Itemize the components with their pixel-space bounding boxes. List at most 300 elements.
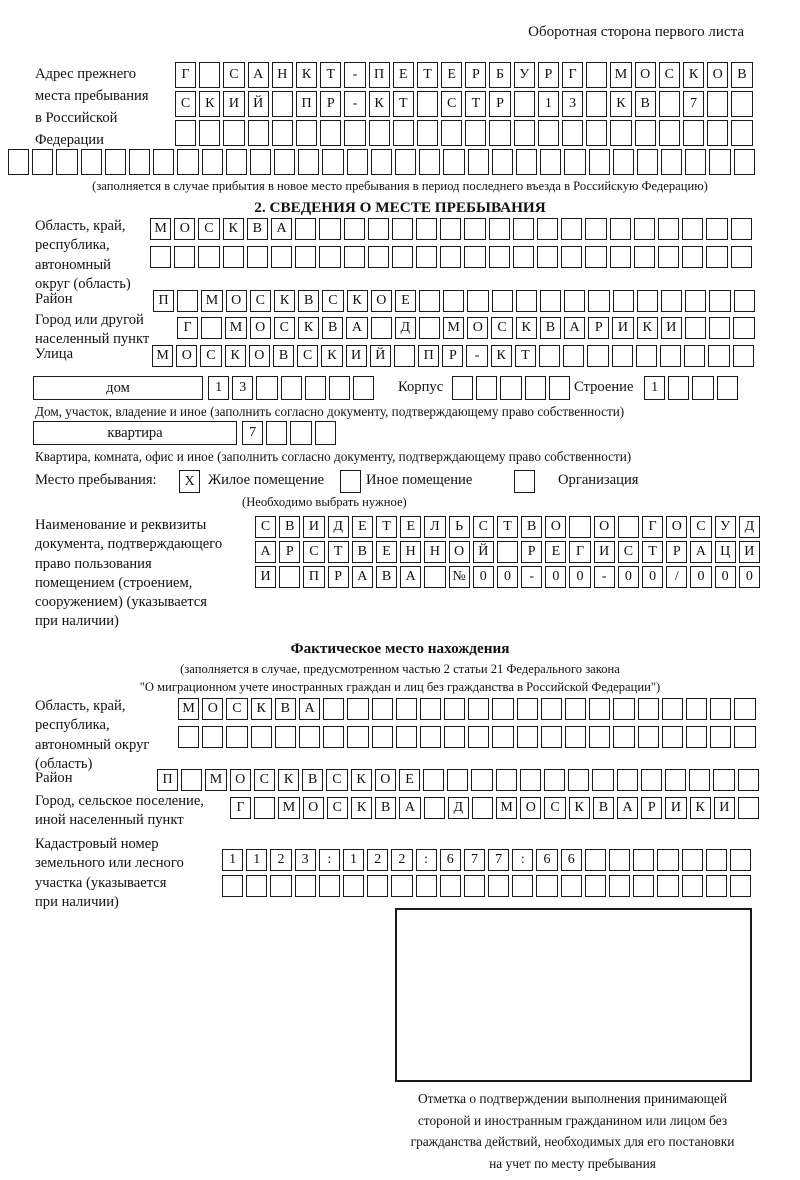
char-cell: К: [351, 797, 372, 819]
char-cell: [561, 246, 582, 268]
char-cell: М: [443, 317, 464, 339]
char-cell: [541, 726, 562, 748]
char-cell: [492, 290, 513, 312]
fact-oblast-label: Область, край, республика, автономный округ (область): [35, 698, 150, 772]
char-cell: В: [279, 516, 300, 538]
char-cell: [549, 376, 570, 400]
char-cell: [569, 516, 590, 538]
char-cell: [516, 149, 537, 175]
char-cell: О: [303, 797, 324, 819]
char-cell: 1: [208, 376, 229, 400]
char-cell: [368, 246, 389, 268]
char-cell: [222, 875, 243, 897]
char-cell: [464, 875, 485, 897]
char-cell: [256, 376, 277, 400]
char-cell: [734, 698, 755, 720]
char-cell: [153, 149, 174, 175]
char-cell: 1: [644, 376, 665, 400]
char-cell: [181, 769, 202, 791]
char-cell: [517, 726, 538, 748]
char-cell: А: [352, 566, 373, 588]
char-cell: [586, 62, 607, 88]
char-cell: [706, 849, 727, 871]
char-cell: [686, 726, 707, 748]
fact-oblast-row-1: [178, 698, 756, 720]
char-cell: [272, 120, 293, 146]
char-cell: С: [255, 516, 276, 538]
char-cell: О: [449, 541, 470, 563]
char-cell: [464, 246, 485, 268]
char-cell: В: [375, 797, 396, 819]
char-cell: [568, 769, 589, 791]
char-cell: [424, 797, 445, 819]
korpus-label: Корпус: [398, 379, 444, 395]
char-cell: Т: [497, 516, 518, 538]
char-cell: [492, 698, 513, 720]
char-cell: [272, 91, 293, 117]
char-cell: К: [251, 698, 272, 720]
char-cell: [443, 290, 464, 312]
char-cell: [343, 875, 364, 897]
char-cell: О: [594, 516, 615, 538]
char-cell: И: [612, 317, 633, 339]
char-cell: [592, 769, 613, 791]
char-cell: С: [297, 345, 318, 367]
char-cell: [514, 120, 535, 146]
char-cell: 3: [295, 849, 316, 871]
char-cell: [369, 120, 390, 146]
char-cell: 6: [440, 849, 461, 871]
char-cell: [514, 91, 535, 117]
char-cell: Р: [279, 541, 300, 563]
char-cell: А: [271, 218, 292, 240]
fact-note-2: "О миграционном учете иностранных граждан и лиц без гражданства в Российской Федерации"): [139, 680, 661, 694]
char-cell: М: [201, 290, 222, 312]
char-cell: [633, 849, 654, 871]
oblast-row-1: [150, 218, 752, 240]
char-cell: Р: [320, 91, 341, 117]
char-cell: [223, 120, 244, 146]
char-cell: С: [473, 516, 494, 538]
char-cell: [394, 345, 415, 367]
char-cell: [613, 149, 634, 175]
char-cell: А: [399, 797, 420, 819]
char-cell: [692, 376, 713, 400]
char-cell: [731, 246, 752, 268]
char-cell: [344, 120, 365, 146]
char-cell: [689, 769, 710, 791]
char-cell: [8, 149, 29, 175]
fact-gorod-row: [230, 797, 759, 819]
char-cell: [710, 698, 731, 720]
char-cell: [738, 769, 759, 791]
char-cell: [443, 149, 464, 175]
char-cell: [709, 290, 730, 312]
char-cell: [564, 290, 585, 312]
char-cell: [322, 149, 343, 175]
char-cell: [682, 875, 703, 897]
char-cell: [305, 376, 326, 400]
char-cell: [315, 421, 336, 445]
char-cell: С: [544, 797, 565, 819]
char-cell: [464, 218, 485, 240]
char-cell: Т: [515, 345, 536, 367]
char-cell: [613, 290, 634, 312]
char-cell: Д: [448, 797, 469, 819]
char-cell: К: [610, 91, 631, 117]
char-cell: [175, 120, 196, 146]
char-cell: [738, 797, 759, 819]
char-cell: [613, 726, 634, 748]
char-cell: [658, 218, 679, 240]
char-cell: [520, 769, 541, 791]
fact-raion-label: Район: [35, 770, 73, 786]
char-cell: [416, 875, 437, 897]
char-cell: Р: [442, 345, 463, 367]
char-cell: [247, 246, 268, 268]
char-cell: [447, 769, 468, 791]
char-cell: [734, 290, 755, 312]
char-cell: [319, 218, 340, 240]
char-cell: Й: [370, 345, 391, 367]
char-cell: [329, 376, 350, 400]
kadastr-row-1: [222, 849, 751, 871]
char-cell: [177, 149, 198, 175]
char-cell: [150, 246, 171, 268]
char-cell: /: [666, 566, 687, 588]
char-cell: [657, 875, 678, 897]
char-cell: И: [594, 541, 615, 563]
char-cell: П: [303, 566, 324, 588]
char-cell: П: [418, 345, 439, 367]
char-cell: [497, 541, 518, 563]
char-cell: [492, 726, 513, 748]
char-cell: [199, 62, 220, 88]
char-cell: [250, 149, 271, 175]
char-cell: [319, 246, 340, 268]
char-cell: [540, 149, 561, 175]
char-cell: [419, 149, 440, 175]
char-cell: Т: [465, 91, 486, 117]
char-cell: [706, 218, 727, 240]
char-cell: И: [346, 345, 367, 367]
char-cell: Т: [320, 62, 341, 88]
char-cell: О: [249, 345, 270, 367]
char-cell: 0: [618, 566, 639, 588]
char-cell: И: [661, 317, 682, 339]
char-cell: И: [714, 797, 735, 819]
char-cell: Б: [489, 62, 510, 88]
char-cell: М: [610, 62, 631, 88]
char-cell: 7: [488, 849, 509, 871]
char-cell: [541, 698, 562, 720]
prev-address-label: Адрес прежнего места пребывания в Российской Федерации: [35, 66, 149, 148]
char-cell: Г: [562, 62, 583, 88]
prev-address-note: (заполняется в случае прибытия в новое место пребывания в период последнего въезда в Российскую Федерацию): [92, 179, 708, 193]
char-cell: [686, 698, 707, 720]
char-cell: 0: [545, 566, 566, 588]
char-cell: А: [255, 541, 276, 563]
char-cell: С: [491, 317, 512, 339]
char-cell: [290, 421, 311, 445]
char-cell: [657, 849, 678, 871]
char-cell: О: [226, 290, 247, 312]
dom-box: дом: [33, 376, 203, 400]
checkbox-zhiloe: X: [179, 470, 200, 493]
char-cell: [635, 120, 656, 146]
char-cell: В: [521, 516, 542, 538]
char-cell: [586, 120, 607, 146]
char-cell: [685, 290, 706, 312]
doc-row-1: [255, 516, 760, 538]
char-cell: М: [150, 218, 171, 240]
char-cell: [708, 345, 729, 367]
char-cell: У: [514, 62, 535, 88]
char-cell: В: [275, 698, 296, 720]
char-cell: К: [369, 91, 390, 117]
raion-row: [153, 290, 755, 312]
char-cell: 6: [536, 849, 557, 871]
kadastr-label: Кадастровый номер земельного или лесного участка (указывается при наличии): [35, 836, 184, 910]
char-cell: К: [690, 797, 711, 819]
char-cell: [274, 149, 295, 175]
char-cell: [589, 149, 610, 175]
char-cell: В: [247, 218, 268, 240]
char-cell: [537, 218, 558, 240]
char-cell: [638, 726, 659, 748]
char-cell: [254, 797, 275, 819]
kadastr-row-2: [222, 875, 751, 897]
char-cell: [662, 726, 683, 748]
char-cell: [709, 317, 730, 339]
char-cell: [660, 345, 681, 367]
checkbox-org: [514, 470, 535, 493]
char-cell: [641, 769, 662, 791]
char-cell: [323, 698, 344, 720]
char-cell: С: [226, 698, 247, 720]
zhiloe-label: Жилое помещение: [208, 472, 325, 488]
char-cell: С: [200, 345, 221, 367]
char-cell: [733, 317, 754, 339]
char-cell: К: [491, 345, 512, 367]
char-cell: Р: [465, 62, 486, 88]
char-cell: Т: [642, 541, 663, 563]
char-cell: [295, 246, 316, 268]
char-cell: 7: [683, 91, 704, 117]
char-cell: А: [248, 62, 269, 88]
char-cell: [585, 246, 606, 268]
char-cell: О: [635, 62, 656, 88]
char-cell: Р: [588, 317, 609, 339]
char-cell: [281, 376, 302, 400]
char-cell: :: [416, 849, 437, 871]
char-cell: 0: [715, 566, 736, 588]
char-cell: [589, 698, 610, 720]
char-cell: [476, 376, 497, 400]
char-cell: П: [153, 290, 174, 312]
char-cell: И: [665, 797, 686, 819]
char-cell: [564, 149, 585, 175]
char-cell: [683, 120, 704, 146]
char-cell: Н: [272, 62, 293, 88]
char-cell: [440, 246, 461, 268]
char-cell: [246, 875, 267, 897]
char-cell: [226, 726, 247, 748]
char-cell: Д: [739, 516, 760, 538]
char-cell: С: [326, 769, 347, 791]
char-cell: В: [731, 62, 752, 88]
char-cell: Л: [424, 516, 445, 538]
char-cell: Р: [328, 566, 349, 588]
char-cell: [468, 149, 489, 175]
char-cell: Г: [177, 317, 198, 339]
char-cell: [565, 726, 586, 748]
char-cell: [320, 120, 341, 146]
doc-row-2: [255, 541, 760, 563]
char-cell: М: [178, 698, 199, 720]
oblast-label: Область, край, республика, автономный округ (область): [35, 218, 131, 292]
char-cell: 6: [561, 849, 582, 871]
char-cell: [685, 317, 706, 339]
stroenie-row: [644, 376, 738, 400]
char-cell: [471, 769, 492, 791]
char-cell: [468, 698, 489, 720]
char-cell: С: [250, 290, 271, 312]
char-cell: [472, 797, 493, 819]
char-cell: [668, 376, 689, 400]
char-cell: [177, 290, 198, 312]
char-cell: П: [369, 62, 390, 88]
ulitsa-label: Улица: [35, 346, 74, 362]
char-cell: В: [273, 345, 294, 367]
char-cell: [684, 345, 705, 367]
char-cell: [392, 218, 413, 240]
char-cell: О: [375, 769, 396, 791]
char-cell: А: [400, 566, 421, 588]
char-cell: -: [521, 566, 542, 588]
char-cell: [392, 246, 413, 268]
char-cell: [706, 246, 727, 268]
prev-address-row-3: [175, 120, 753, 146]
char-cell: [416, 218, 437, 240]
char-cell: 1: [222, 849, 243, 871]
char-cell: [707, 120, 728, 146]
char-cell: [395, 149, 416, 175]
char-cell: Д: [328, 516, 349, 538]
char-cell: [420, 726, 441, 748]
char-cell: О: [371, 290, 392, 312]
char-cell: [198, 246, 219, 268]
char-cell: [440, 875, 461, 897]
char-cell: К: [199, 91, 220, 117]
char-cell: [423, 769, 444, 791]
char-cell: [561, 218, 582, 240]
char-cell: К: [637, 317, 658, 339]
char-cell: Е: [400, 516, 421, 538]
char-cell: [444, 698, 465, 720]
char-cell: Е: [376, 541, 397, 563]
char-cell: У: [715, 516, 736, 538]
char-cell: [634, 246, 655, 268]
char-cell: А: [564, 317, 585, 339]
char-cell: 0: [690, 566, 711, 588]
char-cell: 0: [569, 566, 590, 588]
char-cell: Р: [666, 541, 687, 563]
char-cell: Е: [545, 541, 566, 563]
char-cell: [638, 698, 659, 720]
char-cell: К: [683, 62, 704, 88]
char-cell: [174, 246, 195, 268]
char-cell: [347, 726, 368, 748]
char-cell: [275, 726, 296, 748]
char-cell: О: [174, 218, 195, 240]
char-cell: Ь: [449, 516, 470, 538]
char-cell: Р: [641, 797, 662, 819]
char-cell: -: [344, 62, 365, 88]
char-cell: [271, 246, 292, 268]
char-cell: А: [299, 698, 320, 720]
char-cell: [32, 149, 53, 175]
char-cell: [665, 769, 686, 791]
char-cell: В: [298, 290, 319, 312]
char-cell: А: [346, 317, 367, 339]
char-cell: С: [441, 91, 462, 117]
char-cell: М: [205, 769, 226, 791]
char-cell: [391, 875, 412, 897]
char-cell: [344, 246, 365, 268]
char-cell: [372, 698, 393, 720]
char-cell: Т: [376, 516, 397, 538]
char-cell: [266, 421, 287, 445]
char-cell: [513, 246, 534, 268]
char-cell: М: [496, 797, 517, 819]
char-cell: [452, 376, 473, 400]
char-cell: [618, 516, 639, 538]
char-cell: [367, 875, 388, 897]
char-cell: [298, 149, 319, 175]
char-cell: [613, 698, 634, 720]
char-cell: [347, 698, 368, 720]
char-cell: И: [303, 516, 324, 538]
char-cell: 3: [232, 376, 253, 400]
char-cell: [661, 149, 682, 175]
raion-label: Район: [35, 291, 73, 307]
char-cell: 7: [242, 421, 263, 445]
char-cell: С: [618, 541, 639, 563]
char-cell: Т: [328, 541, 349, 563]
char-cell: [637, 290, 658, 312]
stamp-caption: Отметка о подтверждении выполнения принимающей стороной и иностранным гражданином или лицом без гражданства действий, необходимых для его постановки на учет по месту пребывания: [410, 1091, 735, 1171]
char-cell: С: [223, 62, 244, 88]
char-cell: К: [296, 62, 317, 88]
char-cell: [417, 120, 438, 146]
char-cell: [353, 376, 374, 400]
char-cell: [512, 875, 533, 897]
char-cell: [636, 345, 657, 367]
char-cell: 1: [343, 849, 364, 871]
char-cell: [319, 875, 340, 897]
char-cell: [517, 698, 538, 720]
doc-label: Наименование и реквизиты документа, подтверждающего право пользования помещением (строением, сооружением) (указывается при наличии): [35, 517, 223, 630]
char-cell: Г: [230, 797, 251, 819]
char-cell: Г: [175, 62, 196, 88]
char-cell: П: [296, 91, 317, 117]
char-cell: И: [255, 566, 276, 588]
char-cell: [500, 376, 521, 400]
char-cell: [489, 246, 510, 268]
char-cell: [585, 218, 606, 240]
char-cell: [731, 120, 752, 146]
